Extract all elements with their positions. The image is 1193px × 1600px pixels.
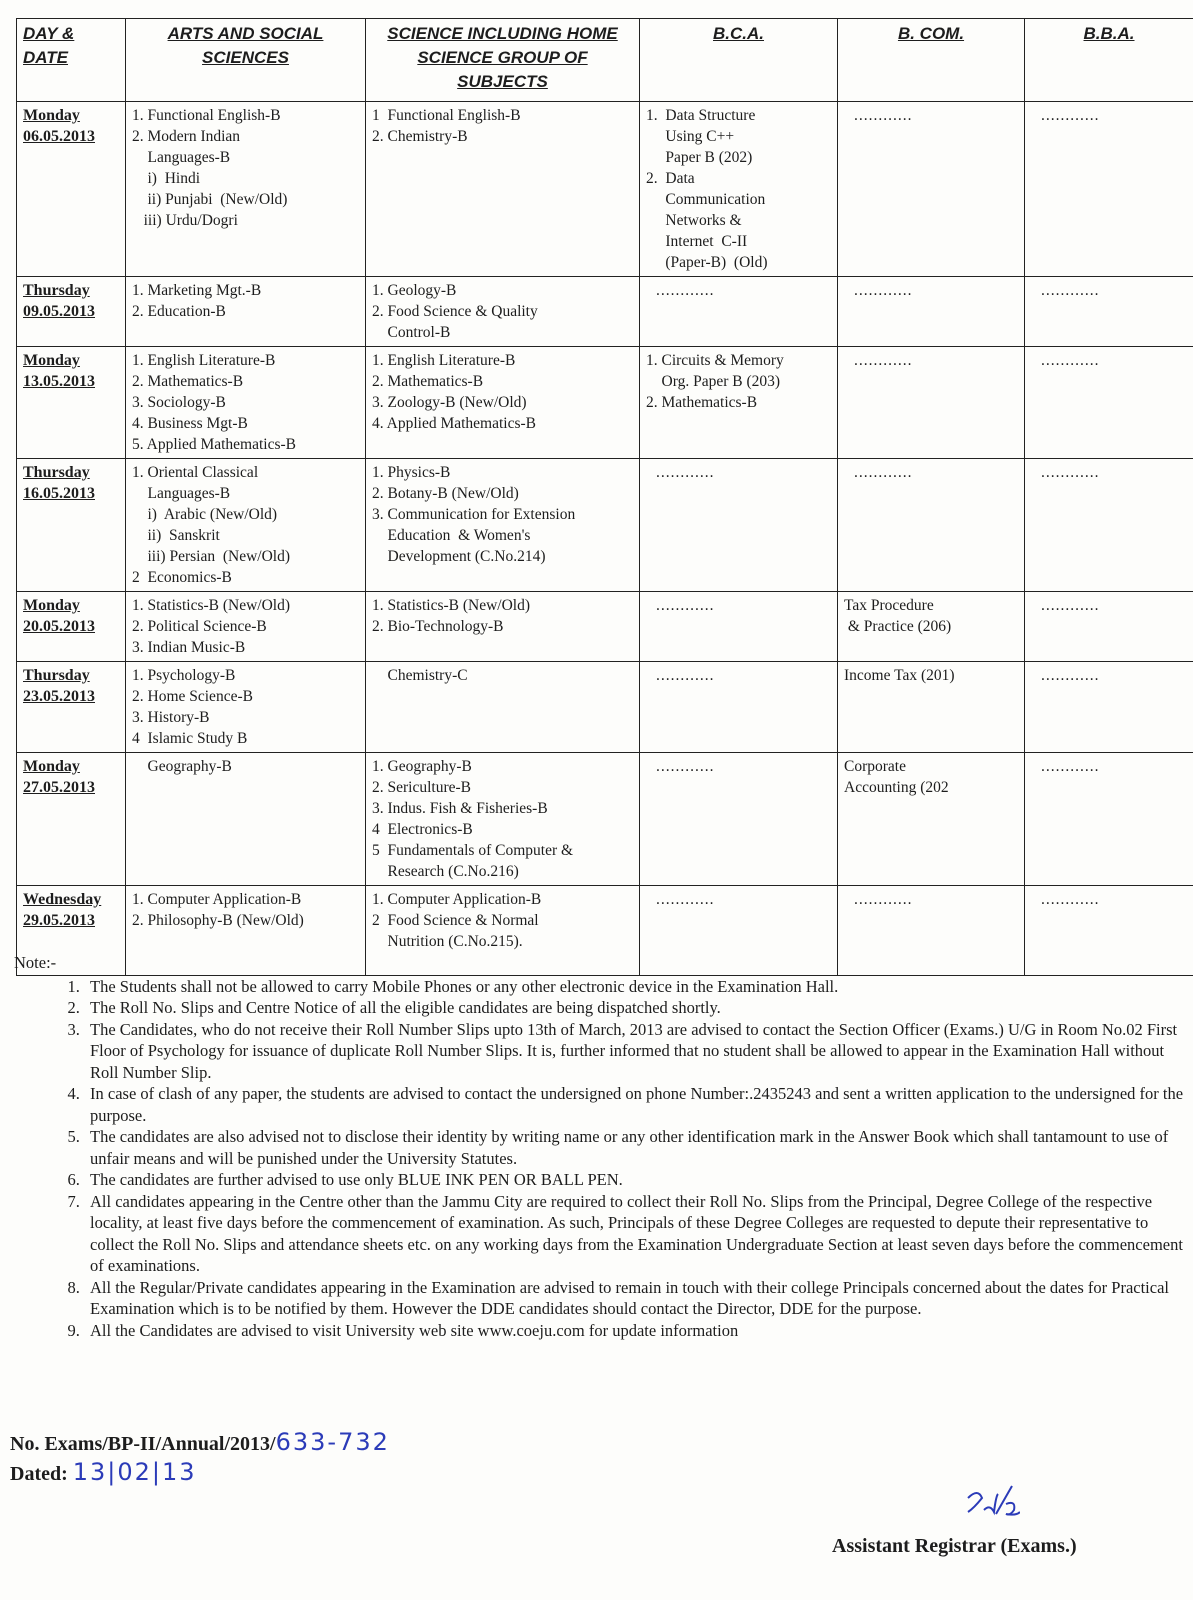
arts-subject-list xyxy=(132,105,359,231)
bcom-subject-list xyxy=(844,756,1018,798)
subject-line: 3. Indian Music-B xyxy=(132,639,246,656)
arts-cell xyxy=(126,102,366,277)
subject-line: Communication xyxy=(646,191,766,208)
bcom-cell xyxy=(838,662,1025,753)
subject-line: ............ xyxy=(656,758,715,775)
day-date-cell xyxy=(17,662,126,753)
day-name: Thursday xyxy=(23,667,90,684)
subject-line: 3. History-B xyxy=(132,709,210,726)
header-bcom: B. COM. xyxy=(838,19,1025,102)
bca-subject-list xyxy=(646,105,831,273)
bcom-subject-list xyxy=(844,350,1018,371)
bca-subject-list xyxy=(646,280,831,301)
subject-line: 1. Statistics-B (New/Old) xyxy=(132,597,290,614)
subject-line: ............ xyxy=(1041,282,1100,299)
subject-line: 3. Indus. Fish & Fisheries-B xyxy=(372,800,548,817)
note-item: 7. All candidates appearing in the Centre other than the Jammu City are required to collect their Roll No. Slips from the Principal, Degree College of the respective locality, at least five days before the commencement of examination. As such, Principals of these Degree Colleges are requested to depute their representative to collect the Roll No. Slips and attendance sheets etc. on any working days from the Examination Undergraduate Section at least seven days before the commencement of examinations. xyxy=(84,1191,1184,1277)
bba-subject-list xyxy=(1031,665,1187,686)
bca-cell xyxy=(640,753,838,886)
bca-cell xyxy=(640,662,838,753)
bba-subject-list xyxy=(1031,105,1187,126)
subject-line: ............ xyxy=(854,107,913,124)
subject-line: 1. Computer Application-B xyxy=(372,891,542,908)
science-subject-list xyxy=(372,665,633,686)
notes-title: Note:- xyxy=(14,953,57,972)
reference-handwritten: 633-732 xyxy=(275,1428,390,1456)
subject-line: ............ xyxy=(656,464,715,481)
subject-line: Geography-B xyxy=(132,758,232,775)
schedule-row xyxy=(17,753,1193,886)
day-date-cell xyxy=(17,277,126,347)
bcom-subject-list xyxy=(844,595,1018,637)
subject-line: 2. Political Science-B xyxy=(132,618,267,635)
schedule-row xyxy=(17,662,1193,753)
subject-line: ii) Punjabi (New/Old) xyxy=(132,191,288,208)
schedule-row xyxy=(17,102,1193,277)
subject-line: 3. Communication for Extension xyxy=(372,506,576,523)
science-subject-list xyxy=(372,756,633,882)
subject-line: ............ xyxy=(656,597,715,614)
bcom-subject-list xyxy=(844,665,1018,686)
bca-cell xyxy=(640,347,838,459)
dated-label: Dated: xyxy=(10,1463,68,1485)
note-item: 5. The candidates are also advised not to disclose their identity by writing name or any other identification mark in the Answer Book which shall tantamount to use of unfair means and will be punished under the University Statutes. xyxy=(84,1126,1184,1169)
arts-subject-list xyxy=(132,665,359,749)
arts-cell xyxy=(126,347,366,459)
science-cell xyxy=(366,753,640,886)
bca-cell xyxy=(640,592,838,662)
exam-date: 16.05.2013 xyxy=(23,485,95,502)
subject-line: ............ xyxy=(656,667,715,684)
header-bca: B.C.A. xyxy=(640,19,838,102)
subject-line: ............ xyxy=(1041,352,1100,369)
note-item: 4. In case of clash of any paper, the students are advised to contact the undersigned on phone Number:.2435243 and sent a written application to the undersigned for the purpose. xyxy=(84,1083,1184,1126)
subject-line: 1. Physics-B xyxy=(372,464,451,481)
subject-line: ............ xyxy=(1041,464,1100,481)
subject-line: ............ xyxy=(854,891,913,908)
bca-subject-list xyxy=(646,350,831,413)
exam-schedule-table xyxy=(16,18,1193,976)
subject-line: 2. Mathematics-B xyxy=(372,373,484,390)
subject-line: ............ xyxy=(854,464,913,481)
science-subject-list xyxy=(372,462,633,567)
subject-line: 2 Economics-B xyxy=(132,569,232,586)
subject-line: ............ xyxy=(1041,597,1100,614)
bcom-subject-list xyxy=(844,462,1018,483)
science-subject-list xyxy=(372,595,633,637)
bca-subject-list xyxy=(646,889,831,910)
subject-line: ............ xyxy=(854,282,913,299)
arts-subject-list xyxy=(132,462,359,588)
subject-line: Internet C-II xyxy=(646,233,748,250)
exam-date: 23.05.2013 xyxy=(23,688,95,705)
subject-line: 1. English Literature-B xyxy=(372,352,516,369)
subject-line: ............ xyxy=(656,891,715,908)
subject-line: ............ xyxy=(1041,107,1100,124)
bca-subject-list xyxy=(646,595,831,616)
notes-list xyxy=(14,976,1184,1342)
subject-line: Tax Procedure xyxy=(844,597,934,614)
subject-line: Development (C.No.214) xyxy=(372,548,546,565)
bba-cell xyxy=(1025,592,1193,662)
exam-date: 06.05.2013 xyxy=(23,128,95,145)
subject-line: Languages-B xyxy=(132,149,231,166)
bba-cell xyxy=(1025,102,1193,277)
bca-cell xyxy=(640,459,838,592)
day-date-cell xyxy=(17,102,126,277)
dated-line xyxy=(10,1458,390,1488)
subject-line: 2. Sericulture-B xyxy=(372,779,472,796)
arts-cell xyxy=(126,592,366,662)
subject-line: 1. Marketing Mgt.-B xyxy=(132,282,262,299)
signature-mark xyxy=(960,1480,1020,1530)
subject-line: 2. Data xyxy=(646,170,695,187)
day-name: Thursday xyxy=(23,282,90,299)
subject-line: Education & Women's xyxy=(372,527,531,544)
bcom-cell xyxy=(838,102,1025,277)
subject-line: Nutrition (C.No.215). xyxy=(372,933,523,950)
subject-line: 3. Zoology-B (New/Old) xyxy=(372,394,527,411)
reference-number-line xyxy=(10,1428,390,1458)
subject-line: 1. Data Structure xyxy=(646,107,756,124)
note-item: 8. All the Regular/Private candidates appearing in the Examination are advised to remain in touch with their college Principals concerned about the dates for Practical Examination which is to be notified by them. However the DDE candidates should contact the Director, DDE for the purpose. xyxy=(84,1277,1184,1320)
arts-subject-list xyxy=(132,280,359,322)
arts-cell xyxy=(126,662,366,753)
day-name: Monday xyxy=(23,352,80,369)
subject-line: ............ xyxy=(656,282,715,299)
schedule-row xyxy=(17,592,1193,662)
subject-line: Using C++ xyxy=(646,128,735,145)
reference-block xyxy=(10,1428,390,1488)
arts-subject-list xyxy=(132,595,359,658)
subject-line: 1. Geology-B xyxy=(372,282,457,299)
subject-line: 2. Modern Indian xyxy=(132,128,241,145)
subject-line: i) Arabic (New/Old) xyxy=(132,506,278,523)
subject-line: 3. Sociology-B xyxy=(132,394,226,411)
bca-cell xyxy=(640,277,838,347)
subject-line: 1. Functional English-B xyxy=(132,107,281,124)
arts-cell xyxy=(126,753,366,886)
science-subject-list xyxy=(372,280,633,343)
day-name: Monday xyxy=(23,758,80,775)
subject-line: 1. Computer Application-B xyxy=(132,891,302,908)
subject-line: 2. Mathematics-B xyxy=(646,394,758,411)
bcom-cell xyxy=(838,459,1025,592)
subject-line: 1. Oriental Classical xyxy=(132,464,259,481)
science-cell xyxy=(366,277,640,347)
exam-date: 13.05.2013 xyxy=(23,373,95,390)
reference-label: No. Exams/BP-II/Annual/2013/ xyxy=(10,1433,276,1455)
bba-cell xyxy=(1025,459,1193,592)
day-name: Monday xyxy=(23,107,80,124)
bba-subject-list xyxy=(1031,462,1187,483)
subject-line: Languages-B xyxy=(132,485,231,502)
subject-line: Networks & xyxy=(646,212,742,229)
arts-cell xyxy=(126,459,366,592)
exam-date: 09.05.2013 xyxy=(23,303,95,320)
science-cell xyxy=(366,592,640,662)
bcom-subject-list xyxy=(844,889,1018,910)
subject-line: i) Hindi xyxy=(132,170,201,187)
subject-line: 2. Food Science & Quality xyxy=(372,303,538,320)
dated-handwritten: 13|02|13 xyxy=(72,1458,197,1486)
arts-cell xyxy=(126,277,366,347)
subject-line: iii) Persian (New/Old) xyxy=(132,548,290,565)
subject-line: 4. Business Mgt-B xyxy=(132,415,248,432)
subject-line: 2. Home Science-B xyxy=(132,688,253,705)
science-cell xyxy=(366,102,640,277)
science-subject-list xyxy=(372,350,633,434)
science-cell xyxy=(366,347,640,459)
exam-date: 20.05.2013 xyxy=(23,618,95,635)
subject-line: 1. Circuits & Memory xyxy=(646,352,784,369)
schedule-row xyxy=(17,459,1193,592)
subject-line: ............ xyxy=(1041,667,1100,684)
arts-subject-list xyxy=(132,756,359,777)
subject-line: Income Tax (201) xyxy=(844,667,955,684)
bba-cell xyxy=(1025,753,1193,886)
bca-subject-list xyxy=(646,665,831,686)
subject-line: Accounting (202 xyxy=(844,779,949,796)
bcom-cell xyxy=(838,592,1025,662)
day-date-cell xyxy=(17,592,126,662)
bca-cell xyxy=(640,102,838,277)
header-arts: ARTS AND SOCIAL SCIENCES xyxy=(126,19,366,102)
bba-subject-list xyxy=(1031,595,1187,616)
subject-line: ............ xyxy=(1041,758,1100,775)
subject-line: Control-B xyxy=(372,324,451,341)
subject-line: ............ xyxy=(854,352,913,369)
subject-line: ii) Sanskrit xyxy=(132,527,220,544)
subject-line: & Practice (206) xyxy=(844,618,952,635)
subject-line: Paper B (202) xyxy=(646,149,753,166)
subject-line: 2. Bio-Technology-B xyxy=(372,618,504,635)
header-science: SCIENCE INCLUDING HOME SCIENCE GROUP OF SUBJECTS xyxy=(366,19,640,102)
schedule-row xyxy=(17,347,1193,459)
subject-line: 4 Islamic Study B xyxy=(132,730,248,747)
subject-line: Corporate xyxy=(844,758,906,775)
day-name: Monday xyxy=(23,597,80,614)
bca-subject-list xyxy=(646,462,831,483)
subject-line: 2 Food Science & Normal xyxy=(372,912,539,929)
subject-line: (Paper-B) (Old) xyxy=(646,254,768,271)
subject-line: 5 Fundamentals of Computer & xyxy=(372,842,574,859)
science-cell xyxy=(366,662,640,753)
science-subject-list xyxy=(372,105,633,147)
note-item: 1. The Students shall not be allowed to carry Mobile Phones or any other electronic device in the Examination Hall. xyxy=(84,976,1184,998)
subject-line: 2. Education-B xyxy=(132,303,226,320)
science-subject-list xyxy=(372,889,633,952)
note-item: 9. All the Candidates are advised to visit University web site www.coeju.com for update information xyxy=(84,1320,1184,1342)
subject-line: 1. Psychology-B xyxy=(132,667,236,684)
subject-line: 2. Botany-B (New/Old) xyxy=(372,485,519,502)
science-cell xyxy=(366,459,640,592)
day-date-cell xyxy=(17,347,126,459)
bca-subject-list xyxy=(646,756,831,777)
arts-subject-list xyxy=(132,350,359,455)
table-header-row xyxy=(17,19,1193,102)
note-item: 3. The Candidates, who do not receive their Roll Number Slips upto 13th of March, 2013 are advised to contact the Section Officer (Exams.) U/G in Room No.02 First Floor of Psychology for issuance of duplicate Roll Number Slips. It is, further informed that no student shall be allowed to appear in the Examination Hall without Roll Number Slip. xyxy=(84,1019,1184,1084)
day-name: Wednesday xyxy=(23,891,102,908)
subject-line: iii) Urdu/Dogri xyxy=(132,212,238,229)
subject-line: 2. Chemistry-B xyxy=(372,128,468,145)
schedule-row xyxy=(17,277,1193,347)
bba-subject-list xyxy=(1031,280,1187,301)
bcom-cell xyxy=(838,753,1025,886)
note-item: 2. The Roll No. Slips and Centre Notice of all the eligible candidates are being dispatched shortly. xyxy=(84,997,1184,1019)
subject-line: 1. English Literature-B xyxy=(132,352,276,369)
subject-line: ............ xyxy=(1041,891,1100,908)
bcom-subject-list xyxy=(844,105,1018,126)
subject-line: Chemistry-C xyxy=(372,667,468,684)
bba-cell xyxy=(1025,277,1193,347)
header-bba: B.B.A. xyxy=(1025,19,1193,102)
subject-line: 1 Functional English-B xyxy=(372,107,521,124)
day-date-cell xyxy=(17,459,126,592)
arts-subject-list xyxy=(132,889,359,931)
subject-line: 4 Electronics-B xyxy=(372,821,473,838)
bba-cell xyxy=(1025,347,1193,459)
bcom-cell xyxy=(838,347,1025,459)
bcom-cell xyxy=(838,277,1025,347)
subject-line: Org. Paper B (203) xyxy=(646,373,781,390)
subject-line: Research (C.No.216) xyxy=(372,863,519,880)
subject-line: 2. Mathematics-B xyxy=(132,373,244,390)
subject-line: 5. Applied Mathematics-B xyxy=(132,436,297,453)
exam-date: 27.05.2013 xyxy=(23,779,95,796)
signatory: Assistant Registrar (Exams.) xyxy=(832,1535,1077,1557)
bba-cell xyxy=(1025,662,1193,753)
bba-subject-list xyxy=(1031,756,1187,777)
notes-section xyxy=(14,952,1184,1341)
day-date-cell xyxy=(17,753,126,886)
subject-line: 2. Philosophy-B (New/Old) xyxy=(132,912,304,929)
subject-line: 4. Applied Mathematics-B xyxy=(372,415,537,432)
exam-date: 29.05.2013 xyxy=(23,912,95,929)
note-item: 6. The candidates are further advised to use only BLUE INK PEN OR BALL PEN. xyxy=(84,1169,1184,1191)
day-name: Thursday xyxy=(23,464,90,481)
header-day-date: DAY & DATE xyxy=(17,19,126,102)
subject-line: 1. Geography-B xyxy=(372,758,472,775)
bcom-subject-list xyxy=(844,280,1018,301)
subject-line: 1. Statistics-B (New/Old) xyxy=(372,597,530,614)
bba-subject-list xyxy=(1031,889,1187,910)
bba-subject-list xyxy=(1031,350,1187,371)
